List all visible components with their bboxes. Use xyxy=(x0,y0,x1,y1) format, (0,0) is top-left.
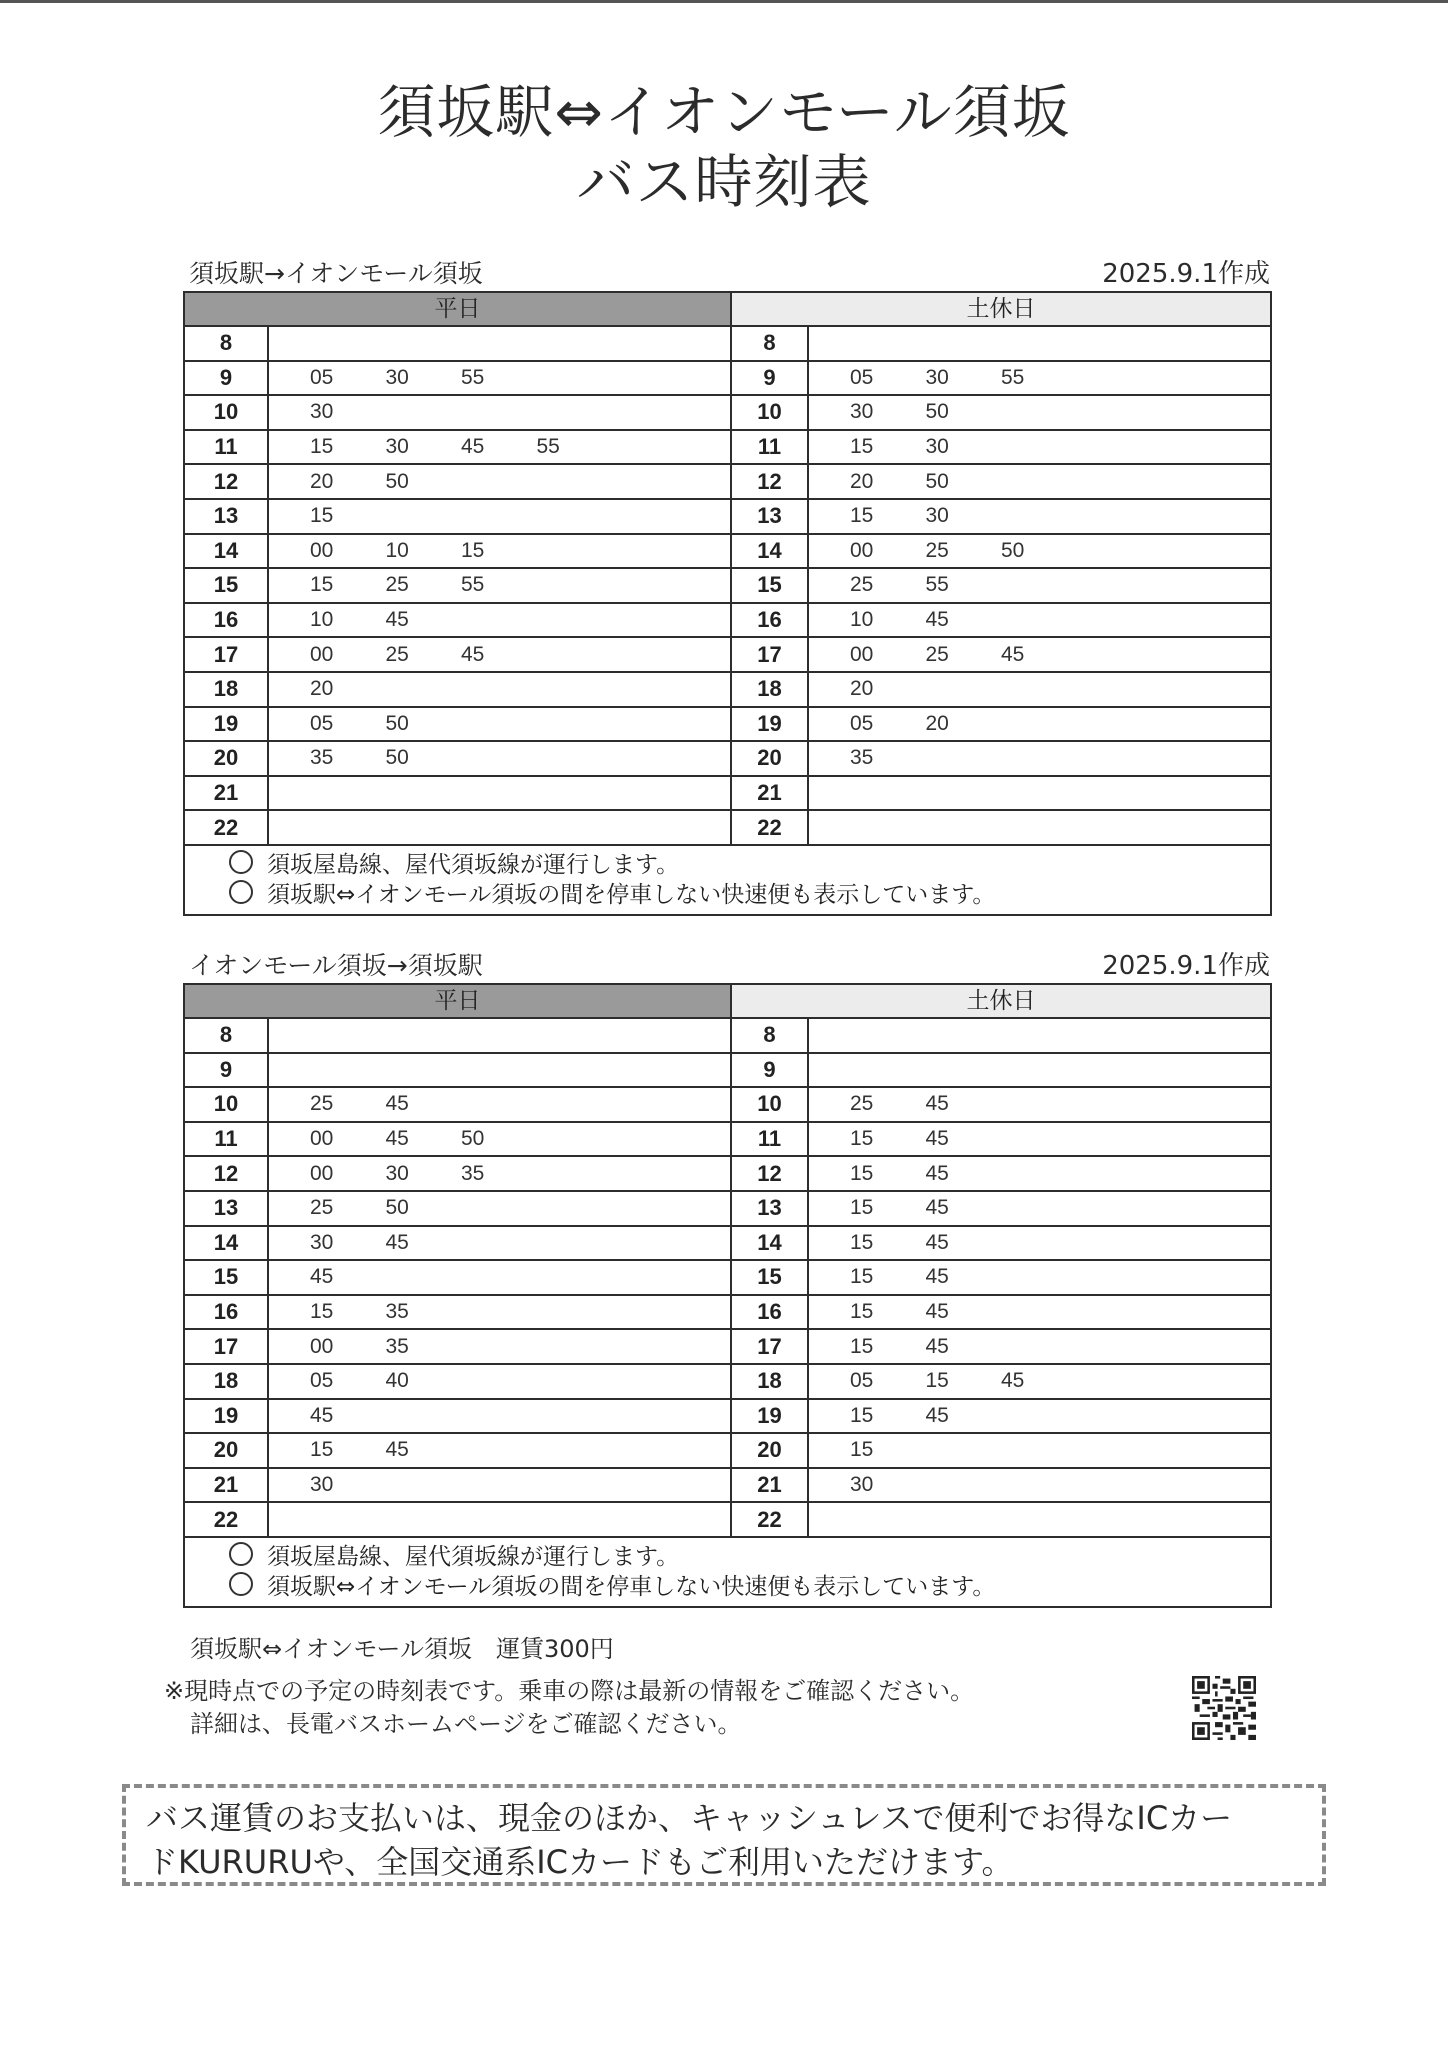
table-row xyxy=(184,1156,1271,1191)
weekday-minutes-cell xyxy=(268,464,731,499)
table-row xyxy=(184,637,1271,672)
holiday-minutes-cell xyxy=(808,1122,1271,1157)
departure-minute: 15 xyxy=(925,1369,949,1393)
schedule-notice xyxy=(164,1675,974,1741)
weekday-minutes-cell xyxy=(268,1468,731,1503)
notice-line: 詳細は、長電バスホームページをご確認ください。 xyxy=(190,1710,742,1738)
departure-minute: 50 xyxy=(385,746,409,770)
weekday-minutes-cell xyxy=(268,568,731,603)
holiday-minutes-cell xyxy=(808,568,1271,603)
departure-minute: 45 xyxy=(925,608,949,632)
section-header xyxy=(183,950,1270,982)
holiday-minutes-cell xyxy=(808,1433,1271,1468)
holiday-minutes-cell xyxy=(808,1329,1271,1364)
weekday-minutes-cell xyxy=(268,776,731,811)
departure-minute: 15 xyxy=(850,435,874,459)
weekday-minutes-cell xyxy=(268,1502,731,1537)
departure-minute: 30 xyxy=(850,1473,874,1497)
departure-minute: 45 xyxy=(310,1265,334,1289)
table-row xyxy=(184,326,1271,361)
departure-minute: 05 xyxy=(310,1369,334,1393)
holiday-minutes-cell xyxy=(808,672,1271,707)
ic-card-line: バス運賃のお支払いは、現金のほか、キャッシュレスで便利でお得なICカー xyxy=(146,1799,1233,1837)
table-row xyxy=(184,1295,1271,1330)
holiday-minutes-cell xyxy=(808,1053,1271,1088)
page-subtitle: バス時刻表 xyxy=(576,148,872,216)
departure-minute: 15 xyxy=(310,504,334,528)
departure-minute: 45 xyxy=(925,1127,949,1151)
holiday-minutes-cell xyxy=(808,534,1271,569)
departure-minute: 25 xyxy=(850,1092,874,1116)
holiday-hour-cell: 12 xyxy=(731,1156,808,1191)
holiday-minutes-cell xyxy=(808,1087,1271,1122)
holiday-hour-cell: 10 xyxy=(731,395,808,430)
weekday-hour-cell: 16 xyxy=(184,1295,268,1330)
qr-code-icon[interactable] xyxy=(1192,1676,1256,1740)
departure-minute: 50 xyxy=(385,1196,409,1220)
weekday-header: 平日 xyxy=(184,292,731,326)
departure-minute: 45 xyxy=(461,642,485,666)
departure-minute: 30 xyxy=(385,1161,409,1185)
weekday-hour-cell: 21 xyxy=(184,1468,268,1503)
departure-minute: 05 xyxy=(850,1369,874,1393)
holiday-hour-cell: 13 xyxy=(731,1191,808,1226)
holiday-hour-cell: 17 xyxy=(731,637,808,672)
weekday-minutes-cell xyxy=(268,707,731,742)
table-row xyxy=(184,810,1271,845)
weekday-minutes-cell xyxy=(268,1156,731,1191)
holiday-hour-cell: 18 xyxy=(731,1364,808,1399)
holiday-hour-cell: 10 xyxy=(731,1087,808,1122)
holiday-minutes-cell xyxy=(808,810,1271,845)
table-row xyxy=(184,1226,1271,1261)
holiday-minutes-cell xyxy=(808,430,1271,465)
departure-minute: 45 xyxy=(925,1092,949,1116)
departure-minute: 20 xyxy=(310,677,334,701)
weekday-hour-cell: 9 xyxy=(184,1053,268,1088)
section-header xyxy=(183,258,1270,290)
departure-minute: 45 xyxy=(925,1230,949,1254)
holiday-minutes-cell xyxy=(808,776,1271,811)
departure-minute: 55 xyxy=(925,573,949,597)
holiday-hour-cell: 17 xyxy=(731,1329,808,1364)
departure-minute: 20 xyxy=(310,469,334,493)
weekday-hour-cell: 8 xyxy=(184,326,268,361)
departure-minute: 05 xyxy=(850,365,874,389)
weekday-hour-cell: 18 xyxy=(184,1364,268,1399)
notes-cell xyxy=(184,1537,1271,1607)
holiday-hour-cell: 11 xyxy=(731,430,808,465)
weekday-hour-cell: 14 xyxy=(184,534,268,569)
departure-minute: 10 xyxy=(385,538,409,562)
timetable xyxy=(183,291,1272,916)
departure-minute: 25 xyxy=(925,538,949,562)
holiday-minutes-cell xyxy=(808,464,1271,499)
departure-minute: 00 xyxy=(310,1127,334,1151)
table-row xyxy=(184,1191,1271,1226)
weekday-minutes-cell xyxy=(268,810,731,845)
departure-minute: 15 xyxy=(310,1438,334,1462)
weekday-hour-cell: 11 xyxy=(184,1122,268,1157)
holiday-hour-cell: 14 xyxy=(731,534,808,569)
circle-bullet-icon xyxy=(229,880,253,904)
holiday-hour-cell: 20 xyxy=(731,741,808,776)
departure-minute: 55 xyxy=(461,573,485,597)
table-row xyxy=(184,1502,1271,1537)
departure-minute: 45 xyxy=(385,1438,409,1462)
weekday-hour-cell: 9 xyxy=(184,361,268,396)
holiday-header: 土休日 xyxy=(731,984,1271,1018)
table-row xyxy=(184,1260,1271,1295)
departure-minute: 45 xyxy=(925,1403,949,1427)
weekday-hour-cell: 20 xyxy=(184,741,268,776)
fare-info: 須坂駅⇔イオンモール須坂 運賃300円 xyxy=(190,1635,614,1663)
weekday-hour-cell: 13 xyxy=(184,499,268,534)
departure-minute: 25 xyxy=(925,642,949,666)
departure-minute: 25 xyxy=(850,573,874,597)
departure-minute: 00 xyxy=(310,538,334,562)
holiday-minutes-cell xyxy=(808,1364,1271,1399)
table-row xyxy=(184,395,1271,430)
departure-minute: 45 xyxy=(925,1196,949,1220)
weekday-minutes-cell xyxy=(268,395,731,430)
departure-minute: 30 xyxy=(925,504,949,528)
notes-cell xyxy=(184,845,1271,915)
table-row xyxy=(184,1329,1271,1364)
holiday-hour-cell: 11 xyxy=(731,1122,808,1157)
created-date: 2025.9.1作成 xyxy=(1102,951,1270,981)
holiday-minutes-cell xyxy=(808,741,1271,776)
table-row xyxy=(184,1399,1271,1434)
departure-minute: 00 xyxy=(310,1334,334,1358)
departure-minute: 15 xyxy=(850,1196,874,1220)
departure-minute: 35 xyxy=(310,746,334,770)
weekday-minutes-cell xyxy=(268,534,731,569)
departure-minute: 50 xyxy=(925,469,949,493)
departure-minute: 45 xyxy=(385,1230,409,1254)
departure-minute: 45 xyxy=(925,1161,949,1185)
table-row xyxy=(184,1122,1271,1157)
departure-minute: 00 xyxy=(850,642,874,666)
departure-minute: 30 xyxy=(310,1473,334,1497)
weekday-hour-cell: 11 xyxy=(184,430,268,465)
table-row xyxy=(184,1468,1271,1503)
departure-minute: 15 xyxy=(850,1438,874,1462)
circle-bullet-icon xyxy=(229,1572,253,1596)
weekday-hour-cell: 17 xyxy=(184,1329,268,1364)
departure-minute: 50 xyxy=(385,711,409,735)
departure-minute: 30 xyxy=(310,1230,334,1254)
scan-edge-line xyxy=(0,0,1448,3)
departure-minute: 15 xyxy=(850,504,874,528)
departure-minute: 20 xyxy=(850,677,874,701)
departure-minute: 55 xyxy=(536,435,560,459)
holiday-minutes-cell xyxy=(808,1295,1271,1330)
table-row xyxy=(184,1087,1271,1122)
departure-minute: 00 xyxy=(850,538,874,562)
weekday-minutes-cell xyxy=(268,637,731,672)
departure-minute: 30 xyxy=(310,400,334,424)
holiday-hour-cell: 8 xyxy=(731,326,808,361)
weekday-minutes-cell xyxy=(268,361,731,396)
departure-minute: 55 xyxy=(1001,365,1025,389)
weekday-hour-cell: 18 xyxy=(184,672,268,707)
table-row xyxy=(184,430,1271,465)
departure-minute: 15 xyxy=(850,1300,874,1324)
weekday-hour-cell: 22 xyxy=(184,810,268,845)
holiday-minutes-cell xyxy=(808,1226,1271,1261)
departure-minute: 50 xyxy=(461,1127,485,1151)
departure-minute: 15 xyxy=(850,1334,874,1358)
weekday-hour-cell: 13 xyxy=(184,1191,268,1226)
weekday-minutes-cell xyxy=(268,1295,731,1330)
weekday-minutes-cell xyxy=(268,1433,731,1468)
holiday-minutes-cell xyxy=(808,1191,1271,1226)
holiday-hour-cell: 12 xyxy=(731,464,808,499)
weekday-minutes-cell xyxy=(268,1329,731,1364)
weekday-minutes-cell xyxy=(268,672,731,707)
holiday-hour-cell: 18 xyxy=(731,672,808,707)
departure-minute: 45 xyxy=(925,1334,949,1358)
departure-minute: 15 xyxy=(310,435,334,459)
holiday-header: 土休日 xyxy=(731,292,1271,326)
created-date: 2025.9.1作成 xyxy=(1102,259,1270,289)
departure-minute: 00 xyxy=(310,1161,334,1185)
departure-minute: 15 xyxy=(850,1230,874,1254)
table-row xyxy=(184,534,1271,569)
weekday-minutes-cell xyxy=(268,1018,731,1053)
note-item: 須坂屋島線、屋代須坂線が運行します。 xyxy=(229,850,1270,880)
holiday-hour-cell: 13 xyxy=(731,499,808,534)
departure-minute: 35 xyxy=(850,746,874,770)
holiday-hour-cell: 15 xyxy=(731,1260,808,1295)
holiday-minutes-cell xyxy=(808,1502,1271,1537)
holiday-minutes-cell xyxy=(808,1399,1271,1434)
ic-card-notice xyxy=(122,1784,1326,1886)
departure-minute: 25 xyxy=(385,573,409,597)
holiday-minutes-cell xyxy=(808,637,1271,672)
weekday-hour-cell: 8 xyxy=(184,1018,268,1053)
page-title: 須坂駅⇔イオンモール須坂 xyxy=(377,78,1071,146)
departure-minute: 05 xyxy=(850,711,874,735)
holiday-minutes-cell xyxy=(808,707,1271,742)
holiday-minutes-cell xyxy=(808,1018,1271,1053)
departure-minute: 35 xyxy=(461,1161,485,1185)
weekday-hour-cell: 19 xyxy=(184,1399,268,1434)
departure-minute: 30 xyxy=(385,435,409,459)
direction-label: 須坂駅→イオンモール須坂 xyxy=(189,259,483,288)
table-row xyxy=(184,707,1271,742)
holiday-hour-cell: 15 xyxy=(731,568,808,603)
departure-minute: 00 xyxy=(310,642,334,666)
departure-minute: 35 xyxy=(385,1300,409,1324)
departure-minute: 35 xyxy=(385,1334,409,1358)
departure-minute: 45 xyxy=(1001,642,1025,666)
weekday-hour-cell: 10 xyxy=(184,1087,268,1122)
weekday-minutes-cell xyxy=(268,603,731,638)
table-row xyxy=(184,568,1271,603)
holiday-hour-cell: 9 xyxy=(731,1053,808,1088)
holiday-hour-cell: 19 xyxy=(731,707,808,742)
departure-minute: 45 xyxy=(1001,1369,1025,1393)
departure-minute: 30 xyxy=(385,365,409,389)
holiday-hour-cell: 19 xyxy=(731,1399,808,1434)
table-row xyxy=(184,603,1271,638)
weekday-hour-cell: 12 xyxy=(184,1156,268,1191)
departure-minute: 30 xyxy=(850,400,874,424)
departure-minute: 25 xyxy=(310,1196,334,1220)
departure-minute: 55 xyxy=(461,365,485,389)
departure-minute: 15 xyxy=(310,573,334,597)
notice-line: ※現時点での予定の時刻表です。乗車の際は最新の情報をご確認ください。 xyxy=(164,1677,975,1705)
departure-minute: 15 xyxy=(310,1300,334,1324)
table-row xyxy=(184,1018,1271,1053)
departure-minute: 45 xyxy=(925,1265,949,1289)
departure-minute: 30 xyxy=(925,365,949,389)
holiday-hour-cell: 20 xyxy=(731,1433,808,1468)
weekday-hour-cell: 17 xyxy=(184,637,268,672)
table-row xyxy=(184,361,1271,396)
departure-minute: 50 xyxy=(1001,538,1025,562)
table-row xyxy=(184,499,1271,534)
departure-minute: 40 xyxy=(385,1369,409,1393)
holiday-hour-cell: 22 xyxy=(731,810,808,845)
departure-minute: 25 xyxy=(385,642,409,666)
holiday-minutes-cell xyxy=(808,1156,1271,1191)
holiday-hour-cell: 8 xyxy=(731,1018,808,1053)
weekday-minutes-cell xyxy=(268,741,731,776)
departure-minute: 45 xyxy=(925,1300,949,1324)
departure-minute: 45 xyxy=(385,1127,409,1151)
note-item: 須坂駅⇔イオンモール須坂の間を停車しない快速便も表示しています。 xyxy=(229,1572,1270,1602)
weekday-hour-cell: 19 xyxy=(184,707,268,742)
departure-minute: 30 xyxy=(925,435,949,459)
holiday-hour-cell: 16 xyxy=(731,603,808,638)
holiday-minutes-cell xyxy=(808,361,1271,396)
table-row xyxy=(184,741,1271,776)
holiday-hour-cell: 9 xyxy=(731,361,808,396)
departure-minute: 15 xyxy=(461,538,485,562)
departure-minute: 05 xyxy=(310,711,334,735)
circle-bullet-icon xyxy=(229,1542,253,1566)
holiday-minutes-cell xyxy=(808,603,1271,638)
departure-minute: 15 xyxy=(850,1403,874,1427)
departure-minute: 15 xyxy=(850,1161,874,1185)
departure-minute: 10 xyxy=(850,608,874,632)
holiday-minutes-cell xyxy=(808,1468,1271,1503)
departure-minute: 45 xyxy=(385,1092,409,1116)
weekday-hour-cell: 14 xyxy=(184,1226,268,1261)
departure-minute: 50 xyxy=(385,469,409,493)
weekday-minutes-cell xyxy=(268,1122,731,1157)
weekday-minutes-cell xyxy=(268,326,731,361)
weekday-minutes-cell xyxy=(268,1399,731,1434)
table-row xyxy=(184,776,1271,811)
weekday-hour-cell: 15 xyxy=(184,568,268,603)
weekday-hour-cell: 10 xyxy=(184,395,268,430)
circle-bullet-icon xyxy=(229,850,253,874)
departure-minute: 20 xyxy=(925,711,949,735)
weekday-hour-cell: 16 xyxy=(184,603,268,638)
note-item: 須坂屋島線、屋代須坂線が運行します。 xyxy=(229,1542,1270,1572)
weekday-minutes-cell xyxy=(268,1260,731,1295)
ic-card-line: ドKURURUや、全国交通系ICカードもご利用いただけます。 xyxy=(146,1843,1014,1881)
departure-minute: 05 xyxy=(310,365,334,389)
departure-minute: 15 xyxy=(850,1127,874,1151)
departure-minute: 45 xyxy=(310,1403,334,1427)
weekday-minutes-cell xyxy=(268,1226,731,1261)
holiday-hour-cell: 14 xyxy=(731,1226,808,1261)
holiday-hour-cell: 21 xyxy=(731,1468,808,1503)
weekday-header: 平日 xyxy=(184,984,731,1018)
holiday-hour-cell: 16 xyxy=(731,1295,808,1330)
weekday-minutes-cell xyxy=(268,1053,731,1088)
departure-minute: 45 xyxy=(461,435,485,459)
timetable xyxy=(183,983,1272,1608)
weekday-minutes-cell xyxy=(268,1087,731,1122)
direction-label: イオンモール須坂→須坂駅 xyxy=(189,951,483,980)
holiday-minutes-cell xyxy=(808,326,1271,361)
departure-minute: 45 xyxy=(385,608,409,632)
weekday-minutes-cell xyxy=(268,499,731,534)
note-item: 須坂駅⇔イオンモール須坂の間を停車しない快速便も表示しています。 xyxy=(229,880,1270,910)
departure-minute: 20 xyxy=(850,469,874,493)
table-row xyxy=(184,464,1271,499)
departure-minute: 50 xyxy=(925,400,949,424)
weekday-hour-cell: 12 xyxy=(184,464,268,499)
weekday-hour-cell: 20 xyxy=(184,1433,268,1468)
table-row xyxy=(184,1433,1271,1468)
holiday-minutes-cell xyxy=(808,1260,1271,1295)
weekday-minutes-cell xyxy=(268,430,731,465)
holiday-hour-cell: 21 xyxy=(731,776,808,811)
weekday-minutes-cell xyxy=(268,1191,731,1226)
weekday-minutes-cell xyxy=(268,1364,731,1399)
departure-minute: 25 xyxy=(310,1092,334,1116)
departure-minute: 10 xyxy=(310,608,334,632)
weekday-hour-cell: 15 xyxy=(184,1260,268,1295)
departure-minute: 15 xyxy=(850,1265,874,1289)
holiday-hour-cell: 22 xyxy=(731,1502,808,1537)
holiday-minutes-cell xyxy=(808,395,1271,430)
holiday-minutes-cell xyxy=(808,499,1271,534)
table-row xyxy=(184,1053,1271,1088)
weekday-hour-cell: 21 xyxy=(184,776,268,811)
weekday-hour-cell: 22 xyxy=(184,1502,268,1537)
table-row xyxy=(184,1364,1271,1399)
table-row xyxy=(184,672,1271,707)
